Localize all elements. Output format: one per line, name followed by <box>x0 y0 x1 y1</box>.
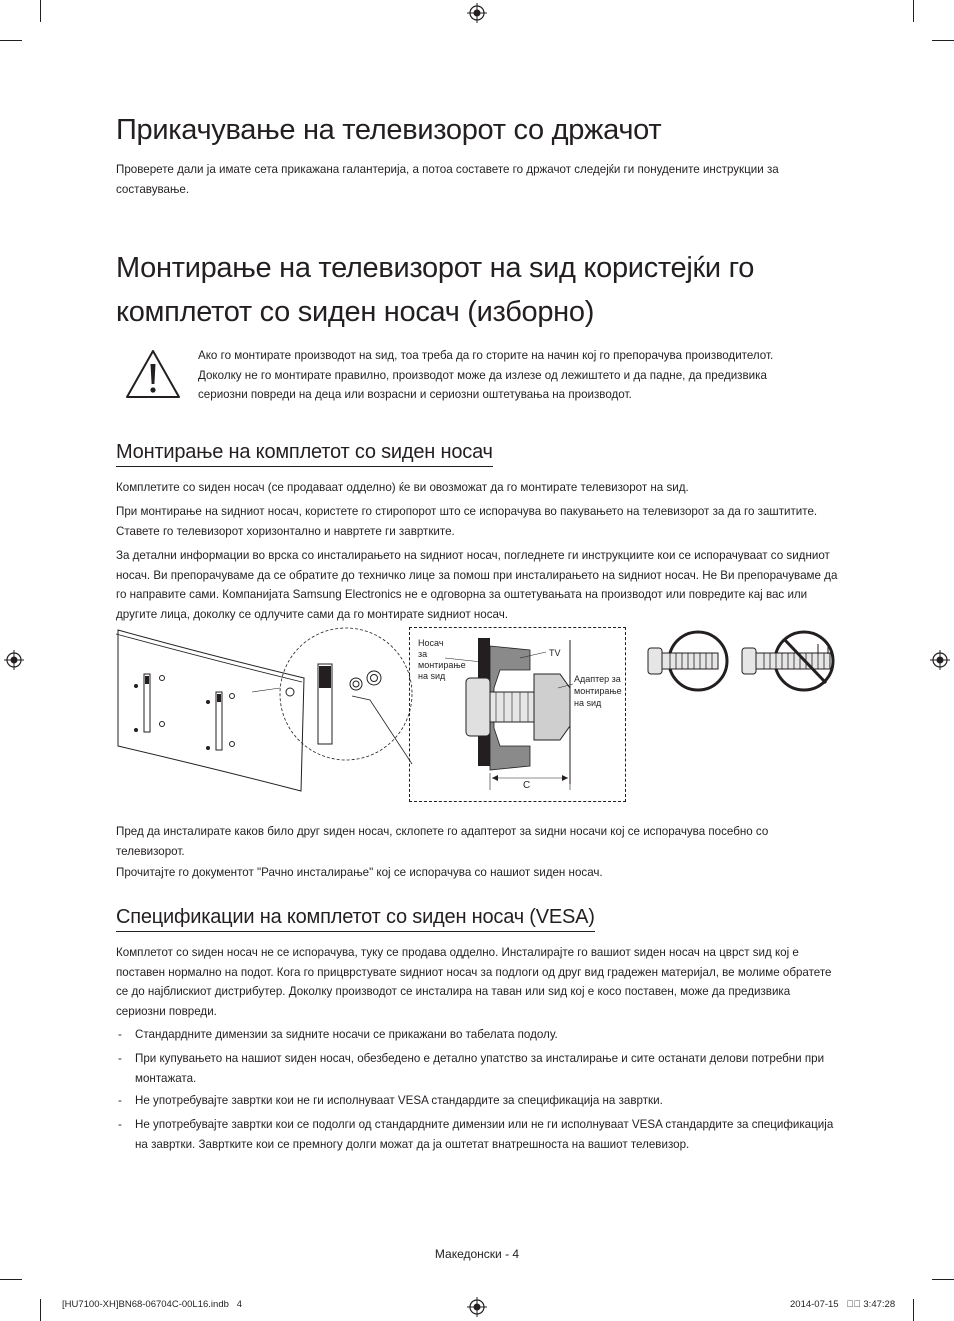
crop-mark <box>0 1279 22 1280</box>
list-item <box>116 1091 840 1111</box>
registration-mark-icon <box>467 3 487 23</box>
screw-incorrect-icon <box>738 630 838 692</box>
list-item <box>116 1025 840 1045</box>
tv-back-illustration <box>112 626 417 801</box>
section-body: Проверете дали ја имате сета прикажана галантерија, а потоа составете го држачот следејќи ги понудените инструкции за составување. <box>116 163 779 196</box>
screw-correct-icon <box>640 630 730 692</box>
bullet-dash: - <box>118 1028 122 1041</box>
footer-datetime: 2014-07-15    3:47:28 <box>790 1299 896 1310</box>
bullet-dash: - <box>118 1052 122 1065</box>
label-bracket: на ѕид <box>418 671 446 681</box>
crop-mark <box>932 1279 954 1280</box>
label-bracket: монтирање <box>418 660 466 670</box>
page-number: Македонски - 4 <box>434 1247 520 1261</box>
section-title-attach-stand: Прикачување на телевизорот со држачот <box>116 114 662 146</box>
bullet-dash: - <box>118 1118 122 1131</box>
registration-mark-icon <box>4 650 24 670</box>
list-item-text: При купувањето на нашиот ѕиден носач, обезбедено е детално упатство за инсталирање и сите останати делови потребни при монтажата. <box>135 1052 825 1085</box>
crop-mark <box>913 1299 914 1321</box>
warning-line: Доколку не го монтирате правилно, производот може да излезе од лежиштето и да падне, да предизвика <box>198 368 767 382</box>
title-line: комплетот со ѕиден носач (изборно) <box>116 296 595 328</box>
label-bracket: Носач <box>418 638 444 648</box>
warning-text <box>198 346 838 405</box>
label-adapter: монтирање <box>574 686 622 696</box>
label-adapter: Адаптер за <box>574 674 621 684</box>
paragraph: Пред да инсталирате каков било друг ѕиден носач, склопете го адаптерот за ѕидни носачи кој се испорачува посебно со телевизорот. <box>116 825 769 858</box>
paragraph: Комплетот со ѕиден носач не се испорачува, туку се продава одделно. Инсталирајте го вашиот ѕиден носач на цврст ѕид кој е поставен нормално на подот. Кога го прицврстувате ѕидниот носач за подлоги од друг вид градежен материјал, ве молиме обратете се до најблискиот дистрибутер. Доколку производот се инсталира на таван или ѕид кој е косо поставен, може да предизвика сериозни повреди. <box>116 946 832 1018</box>
list-item-text: Не употребувајте завртки кои се подолги од стандардните димензии или не ги исполнуваат VESA стандардите за спецификација на завртки. Завртките кои се премногу долги можат да ја оштетат внатрешноста на вашиот телевизор. <box>135 1118 834 1151</box>
paragraph: При монтирање на ѕидниот носач, користете го стиропорот што се испорачува во пакувањето на телевизорот за да го заштитите. Ставете го телевизорот хоризонтално и навртете ги завртките. <box>116 505 818 538</box>
warning-triangle-icon <box>124 348 182 400</box>
crop-mark <box>40 1299 41 1321</box>
footer-file-name: [HU7100-XH]BN68-06704C-00L16.indb 4 <box>62 1299 243 1310</box>
section-title-wall-mount <box>116 246 754 334</box>
registration-mark-icon <box>930 650 950 670</box>
subsection-title-vesa-specs: Спецификации на комплетот со ѕиден носач (VESA) <box>116 905 595 932</box>
list-item <box>116 1115 840 1154</box>
list-item <box>116 1049 840 1088</box>
cross-section-illustration <box>410 628 624 799</box>
label-tv: TV <box>549 648 561 658</box>
subsection-title-wall-mount-kit: Монтирање на комплетот со ѕиден носач <box>116 440 493 467</box>
crop-mark <box>932 40 954 41</box>
title-line: Монтирање на телевизорот на ѕид користејќи го <box>116 252 755 284</box>
label-bracket: за <box>418 649 428 659</box>
paragraph: Прочитајте го документот "Рачно инсталирање" кој се испорачува со нашиот ѕиден носач. <box>116 866 603 879</box>
warning-line: Ако го монтирате производот на ѕид, тоа треба да го сторите на начин кој го препорачува производителот. <box>198 349 774 362</box>
registration-mark-icon <box>467 1297 487 1317</box>
label-c: C <box>523 780 531 791</box>
list-item-text: Не употребувајте завртки кои не ги исполнуваат VESA стандардите за спецификација на завртки. <box>135 1094 663 1107</box>
paragraph: За детални информации во врска со инсталирањето на ѕидниот носач, погледнете ги инструкциите кои се испорачуваат со ѕидниот носач. Ви препорачуваме да се обратите до техничко лице за помош при инсталирањето на ѕидниот носач. Не Ви препорачуваме да го направите сами. Компанијата Samsung Electronics не е одговорна за оштетувањата на производот или повредите кај вас или другите лица, доколку се одлучите сами да го монтирате ѕидниот носач. <box>116 549 838 621</box>
label-adapter: на ѕид <box>574 698 602 708</box>
crop-mark <box>913 0 914 22</box>
bullet-dash: - <box>118 1094 122 1107</box>
warning-line: сериозни повреди на деца или возрасни и сериозни оштетувања на производот. <box>198 388 632 402</box>
crop-mark <box>40 0 41 22</box>
list-item-text: Стандардните димензии за ѕидните носачи се прикажани во табелата подолу. <box>135 1028 558 1041</box>
crop-mark <box>0 40 22 41</box>
paragraph: Комплетите со ѕиден носач (се продаваат одделно) ќе ви овозможат да го монтирате телевизорот на ѕид. <box>116 481 689 494</box>
